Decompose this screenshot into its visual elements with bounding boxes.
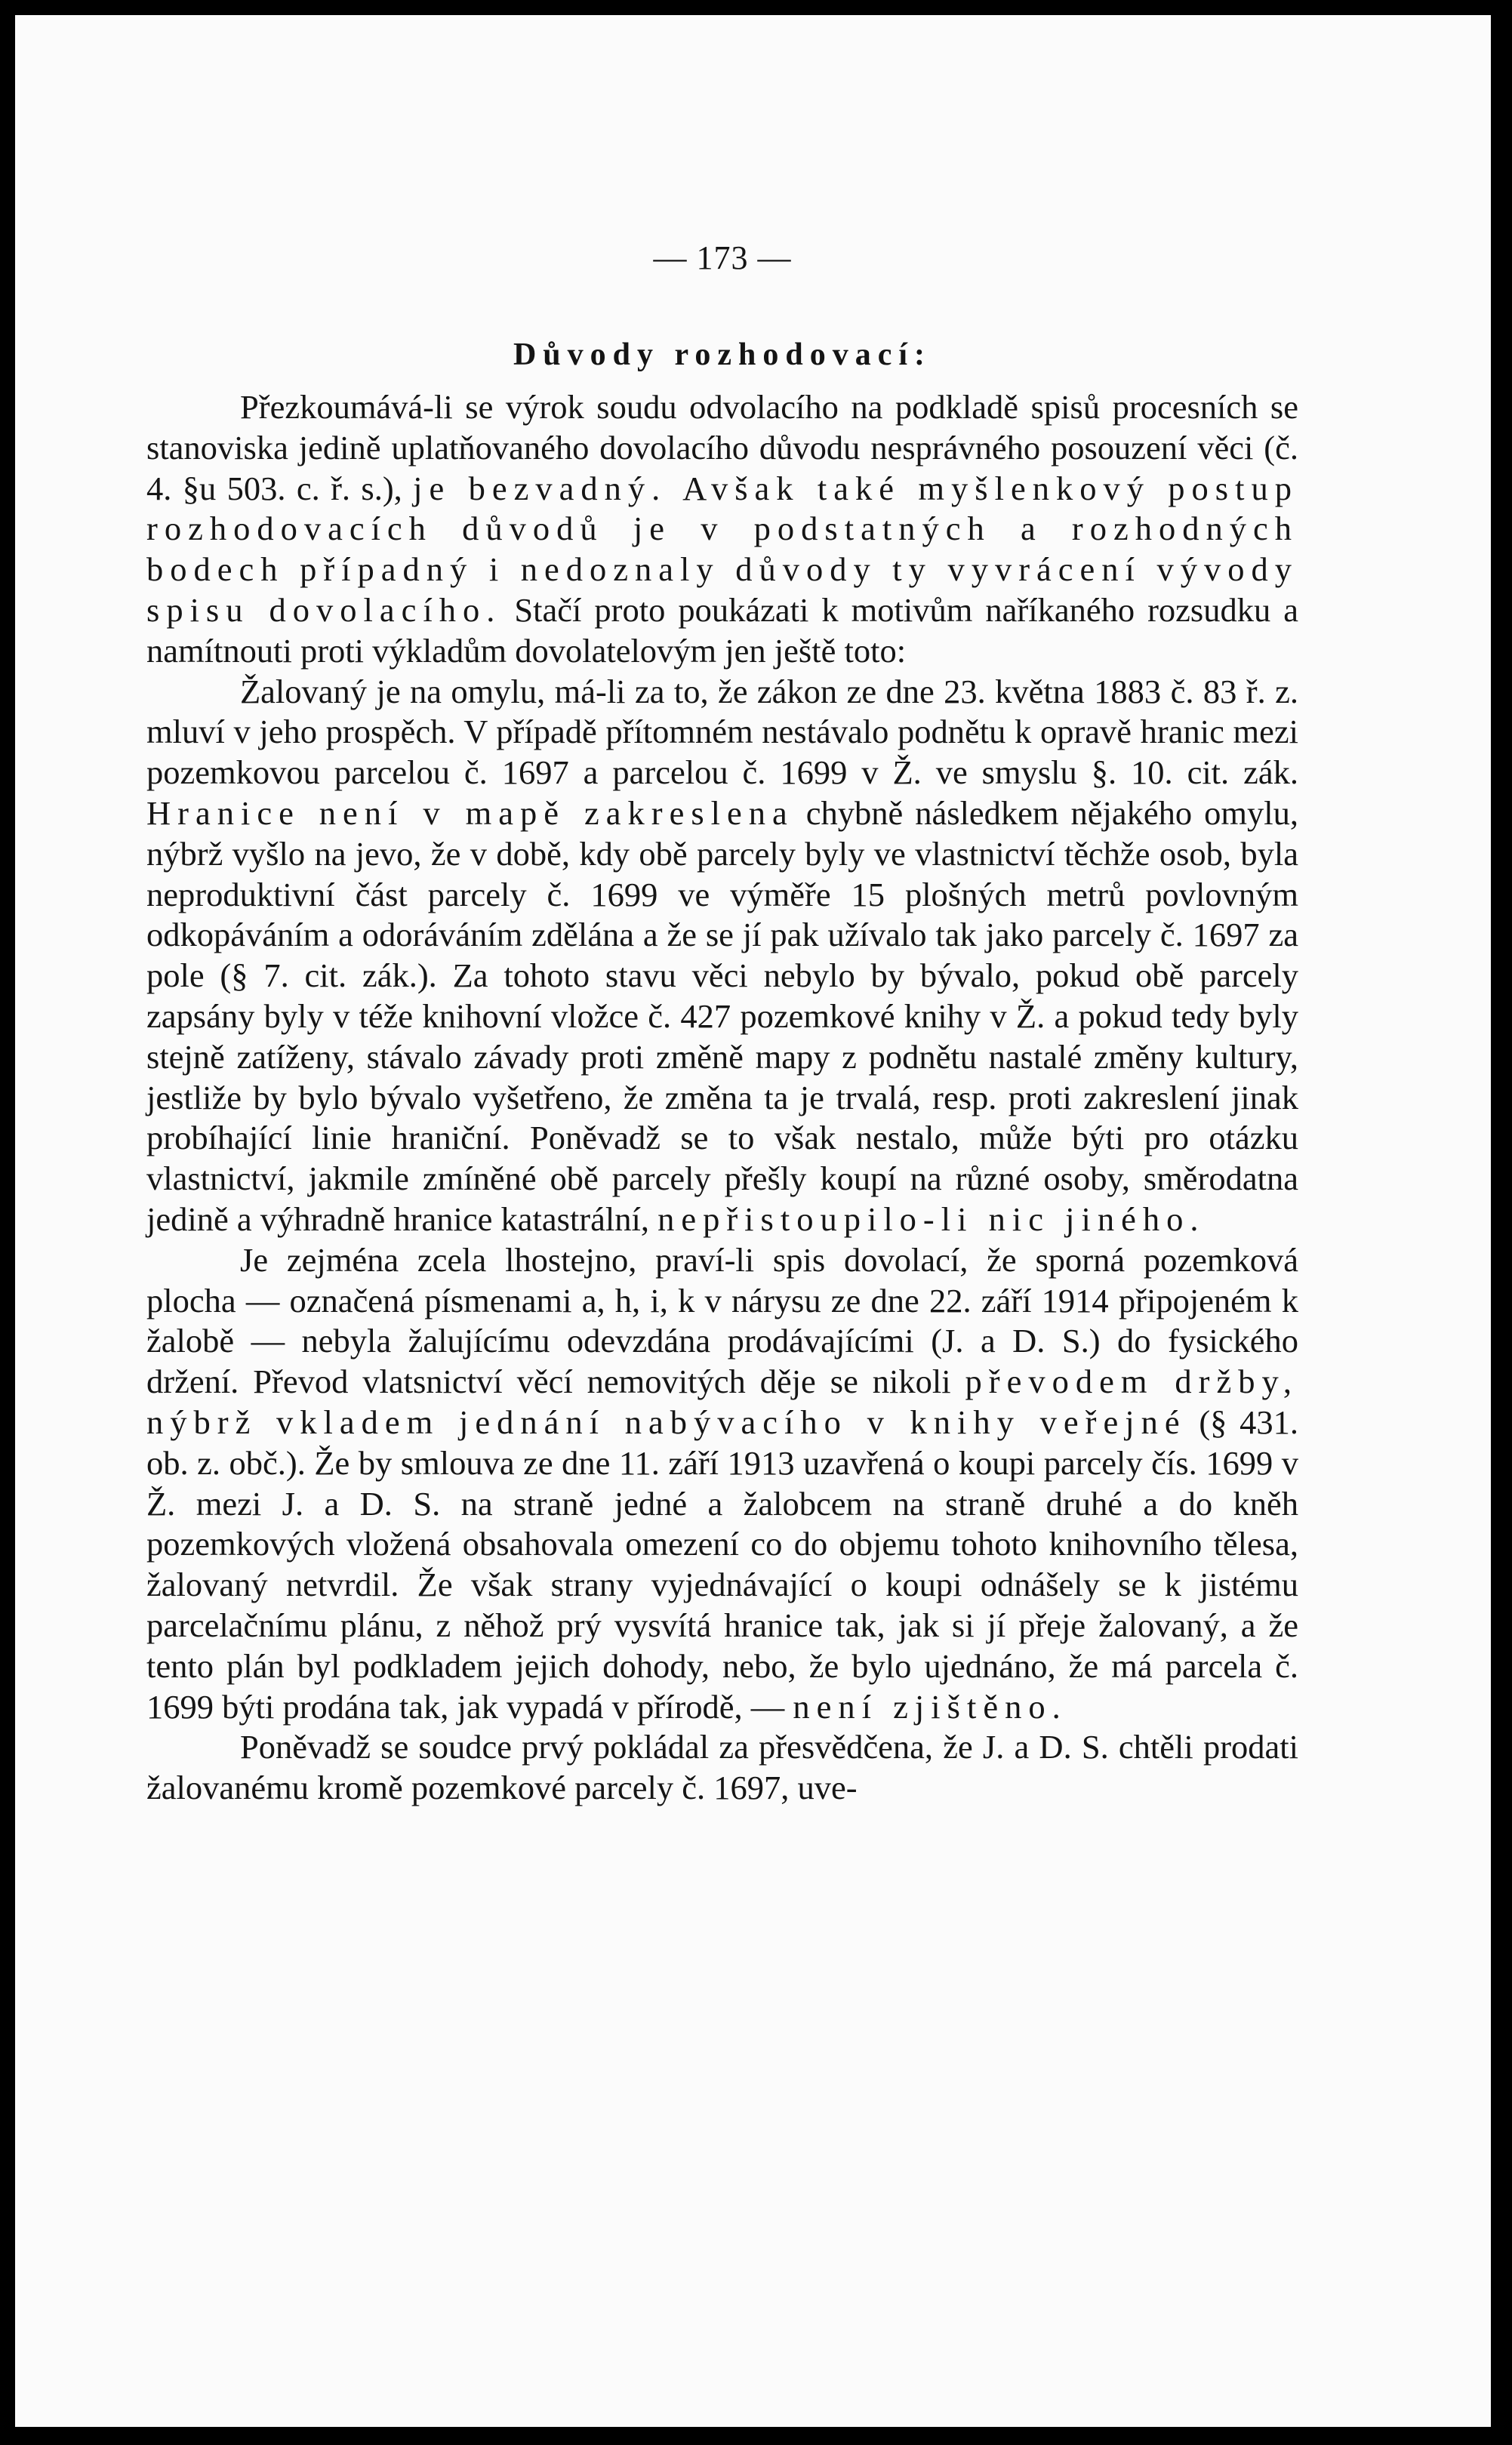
text-segment: Poněvadž se soudce prvý pokládal za přesvědčena, že J. a D. S. chtěli prodati žalovanému kromě pozemkové parcely č. 1697, uve- xyxy=(146,1728,1298,1807)
spaced-emphasis: Hranice není v mapě zakreslena xyxy=(146,793,794,832)
section-heading: Důvody rozhodovací: xyxy=(513,337,932,372)
spaced-emphasis: není zjištěno. xyxy=(793,1687,1067,1726)
text-segment: chybně následkem nějakého omylu, nýbrž vyšlo na jevo, že v době, kdy obě parcely byly ve vlastnictví těchže osob, byla neproduktivní část parcely č. 1699 ve výměře 15 plošných metrů povlovným odkopáváním a odoráváním zdělána a že se jí pak užívalo tak jako parcely č. 1697 za pole (§ 7. cit. zák.). Za tohoto stavu věci nebylo by bývalo, pokud obě parcely zapsány byly v téže knihovní vložce č. 427 pozemkové knihy v Ž. a pokud tedy byly stejně zatíženy, stávalo závady proti změně mapy z podnětu nastalé změny kultury, jestliže by bylo bývalo vyšetřeno, že změna ta je trvalá, resp. proti zakreslení jinak probíhající linie hraniční. Poněvadž se to však nestalo, může býti pro otázku vlastnictví, jakmile zmíněné obě parcely přešly koupí na různé osoby, směrodatna jedině a výhradně hranice katastrální, xyxy=(146,793,1298,1238)
paragraph xyxy=(146,1727,1298,1809)
paragraph xyxy=(146,1240,1298,1728)
spaced-emphasis: nepřistoupilo-li nic jiného. xyxy=(657,1199,1206,1238)
paragraph xyxy=(146,387,1298,672)
paragraph xyxy=(146,672,1298,1240)
spaced-emphasis: převodem držby, nýbrž vkladem jednání nabývacího v knihy veřejné xyxy=(146,1363,1298,1441)
text-segment: (§ 431. ob. z. obč.). Že by smlouva ze dne 11. září 1913 uzavřená o koupi parcely čís. 1699 v Ž. mezi J. a D. S. na straně jedné a žalobcem na straně druhé a do kněh pozemkových vložená obsahovala omezení co do objemu tohoto knihovního tělesa, žalovaný netvrdil. Že však strany vyjednávající o koupi odnášely se k jistému parcelačnímu plánu, z něhož prý vysvítá hranice tak, jak si jí přeje žalovaný, a že tento plán byl podkladem jejich dohody, nebo, že bylo ujednáno, že má parcela č. 1699 býti prodána tak, jak vypadá v přírodě, — xyxy=(146,1403,1298,1726)
text-segment: Přezkoumává-li se výrok soudu odvolacího na podkladě spisů procesních se stanoviska jedině uplatňovaného dovolacího důvodu nesprávného posouzení věci (č. 4. §u 503. c. ř. s.), xyxy=(146,388,1298,507)
text-segment: Žalovaný je na omylu, má-li za to, že zákon ze dne 23. května 1883 č. 83 ř. z. mluví v jeho prospěch. V případě přítomném nestávalo podnětu k opravě hranic mezi pozemkovou parcelou č. 1697 a parcelou č. 1699 v Ž. ve smyslu §. 10. cit. zák. xyxy=(146,672,1298,792)
text-segment: Je zejména zcela lhostejno, praví-li spis dovolací, že sporná pozemková plocha — označená písmenami a, h, i, k v nárysu ze dne 22. září 1914 připojeném k žalobě — nebyla žalujícímu odevzdána prodávajícími (J. a D. S.) do fysického držení. Převod vlatsnictví věcí nemovitých děje se nikoli xyxy=(146,1240,1298,1401)
body-text xyxy=(146,387,1298,1809)
page xyxy=(15,15,1491,2427)
text-segment: Stačí proto poukázati k motivům naříkaného rozsudku a namítnouti proti výkladům dovolatelovým jen ještě toto: xyxy=(146,590,1299,670)
page-number: — 173 — xyxy=(653,239,792,276)
spaced-emphasis: je bezvadný. Avšak také myšlenkový postup rozhodovacích důvodů je v podstatných a rozhodných bodech případný i nedoznaly důvody ty vyvrácení vývody spisu dovolacího. xyxy=(146,469,1298,629)
